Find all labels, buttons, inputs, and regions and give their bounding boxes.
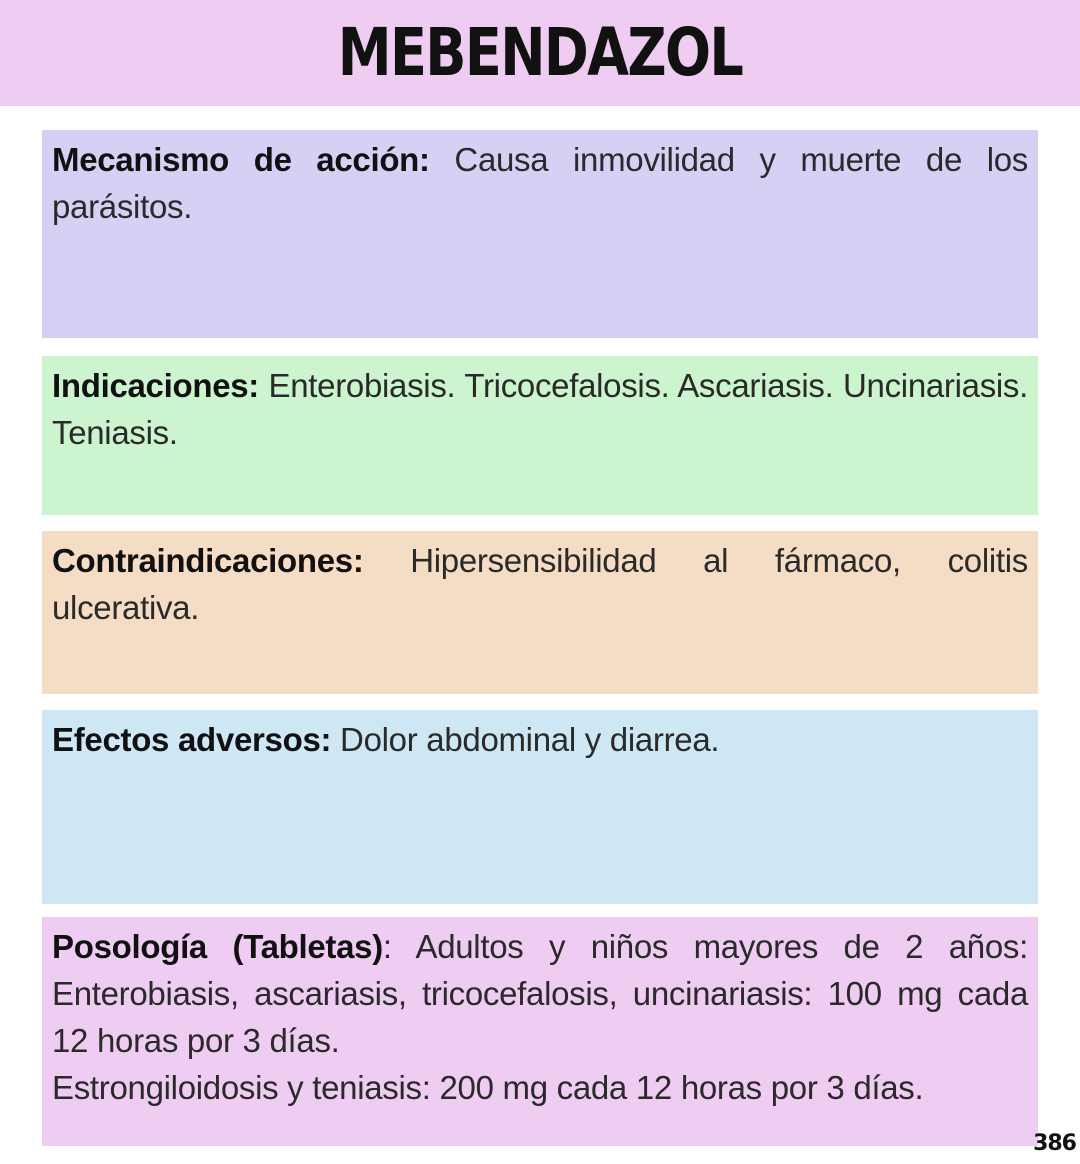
posologia-label: Posología (Tabletas) (52, 928, 383, 965)
contraindicaciones-paragraph (52, 537, 1028, 631)
page-title: MEBENDAZOL (337, 14, 743, 91)
section-efectos-adversos (42, 710, 1038, 904)
efectos-label: Efectos adversos: (52, 721, 332, 758)
indicaciones-label: Indicaciones: (52, 367, 259, 404)
mecanismo-paragraph (52, 136, 1028, 230)
efectos-text: Dolor abdominal y diarrea. (331, 721, 720, 758)
section-indicaciones (42, 356, 1038, 515)
title-banner (0, 0, 1080, 106)
posologia-text: : Adultos y niños mayores de 2 años: Enterobiasis, ascariasis, tricocefalosis, uncinariasis: 100 mg cada 12 horas por 3 días. (52, 928, 1028, 1059)
efectos-paragraph (52, 716, 1028, 763)
indicaciones-text: Enterobiasis. Tricocefalosis. Ascariasis. Uncinariasis. Teniasis. (52, 367, 1028, 451)
mecanismo-text: Causa inmovilidad y muerte de los parásitos. (52, 141, 1028, 225)
mecanismo-label: Mecanismo de acción: (52, 141, 430, 178)
section-posologia (42, 917, 1038, 1146)
section-contraindicaciones (42, 531, 1038, 694)
indicaciones-paragraph (52, 362, 1028, 456)
section-mecanismo-de-accion (42, 130, 1038, 338)
contraindicaciones-label: Contraindicaciones: (52, 542, 364, 579)
page-number: 386 (1033, 1131, 1076, 1156)
posologia-paragraph-2: Estrongiloidosis y teniasis: 200 mg cada 12 horas por 3 días. (52, 1069, 924, 1106)
contraindicaciones-text: Hipersensibilidad al fármaco, colitis ulcerativa. (52, 542, 1028, 626)
posologia-paragraph (52, 923, 1028, 1064)
